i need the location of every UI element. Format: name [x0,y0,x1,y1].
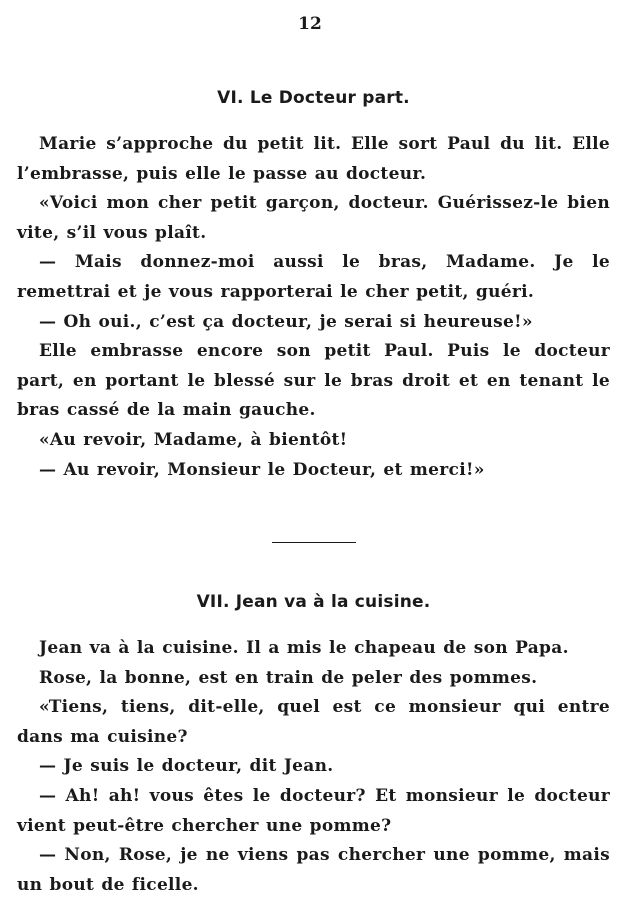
paragraph: Jean va à la cuisine. Il a mis le chapeau de son Papa. [39,638,569,658]
paragraph: — Non, Rose, je ne viens pas chercher une pomme, mais un bout de ficelle. [17,845,610,895]
paragraph: «Au revoir, Madame, à bientôt! [39,429,348,450]
paragraph: «Voici mon cher petit garçon, docteur. Guérissez-le bien vite, s’il vous plaît. [17,193,610,243]
paragraph: — Mais donnez-moi aussi le bras, Madame. Je le remettrai et je vous rapporterai le cher petit, guéri. [17,252,610,302]
section-heading: VI. Le Docteur part. [217,88,410,108]
paragraph: «Tiens, tiens, dit-elle, quel est ce monsieur qui entre dans ma cuisine? [17,697,610,747]
paragraph: Elle embrasse encore son petit Paul. Puis le docteur part, en portant le blessé sur le bras droit et en tenant le bras cassé de la main gauche. [17,341,610,421]
paragraph: — Oh oui., c’est ça docteur, je serai si heureuse!» [39,311,533,332]
paragraph: — Au revoir, Monsieur le Docteur, et merci!» [39,459,485,480]
paragraph: — Ah! ah! vous êtes le docteur? Et monsieur le docteur vient peut-être chercher une pomme? [17,785,610,836]
section-divider [272,542,356,543]
section-heading: VII. Jean va à la cuisine. [196,592,431,612]
paragraph: Marie s’approche du petit lit. Elle sort Paul du lit. Elle l’embrasse, puis elle le passe au docteur. [17,134,610,184]
paragraph: — Je suis le docteur, dit Jean. [39,756,334,777]
page-number: 12 [298,14,322,34]
paragraph: Rose, la bonne, est en train de peler des pommes. [39,667,538,688]
section-jean-va-a-la-cuisine [17,592,610,900]
section-le-docteur-part [17,88,610,485]
